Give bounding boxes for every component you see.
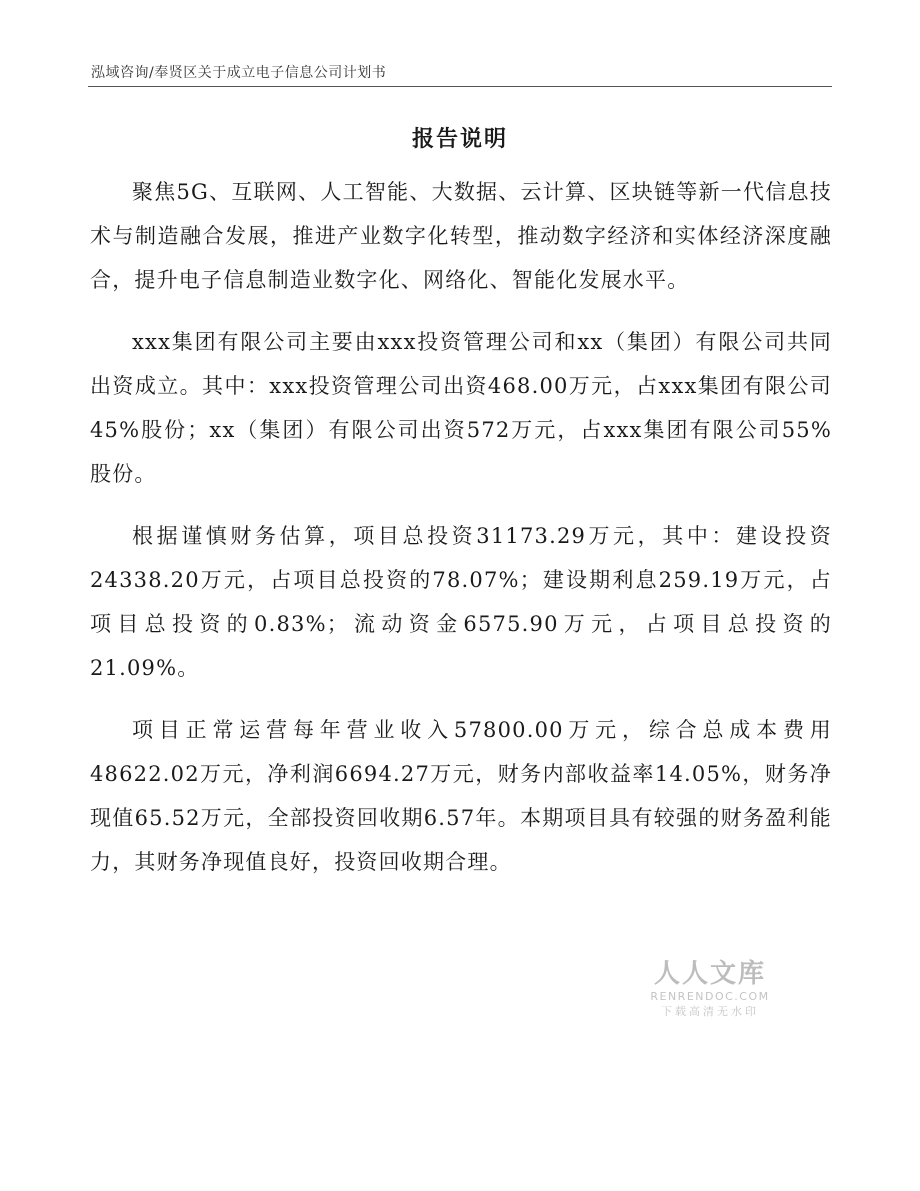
watermark-brand: 人人文库 bbox=[653, 959, 766, 989]
header-divider bbox=[88, 86, 832, 87]
section-title: 报告说明 bbox=[411, 127, 508, 152]
watermark-slogan: 下载高清无水印 bbox=[661, 1005, 759, 1018]
running-header: 泓域咨询/奉贤区关于成立电子信息公司计划书 bbox=[91, 65, 387, 81]
paragraph-3: 根据谨慎财务估算，项目总投资31173.29万元，其中：建设投资24338.20万元，占项目总投资的78.07%；建设期利息259.19万元，占项目总投资的0.83%；流动资金6575.90万元，占项目总投资的21.09%。 bbox=[90, 524, 832, 680]
watermark-domain: RENRENDOC.COM bbox=[650, 990, 770, 1003]
paragraph-4: 项目正常运营每年营业收入57800.00万元，综合总成本费用48622.02万元，净利润6694.27万元，财务内部收益率14.05%，财务净现值65.52万元，全部投资回收期6.57年。本期项目具有较强的财务盈利能力，其财务净现值良好，投资回收期合理。 bbox=[90, 718, 832, 874]
watermark-logo bbox=[640, 958, 780, 1020]
paragraph-1: 聚焦5G、互联网、人工智能、大数据、云计算、区块链等新一代信息技术与制造融合发展，推进产业数字化转型，推动数字经济和实体经济深度融合，提升电子信息制造业数字化、网络化、智能化发展水平。 bbox=[90, 180, 832, 292]
paragraph-2: xxx集团有限公司主要由xxx投资管理公司和xx（集团）有限公司共同出资成立。其中：xxx投资管理公司出资468.00万元，占xxx集团有限公司45%股份；xx（集团）有限公司出资572万元，占xxx集团有限公司55%股份。 bbox=[90, 330, 832, 486]
body-text bbox=[90, 170, 832, 902]
